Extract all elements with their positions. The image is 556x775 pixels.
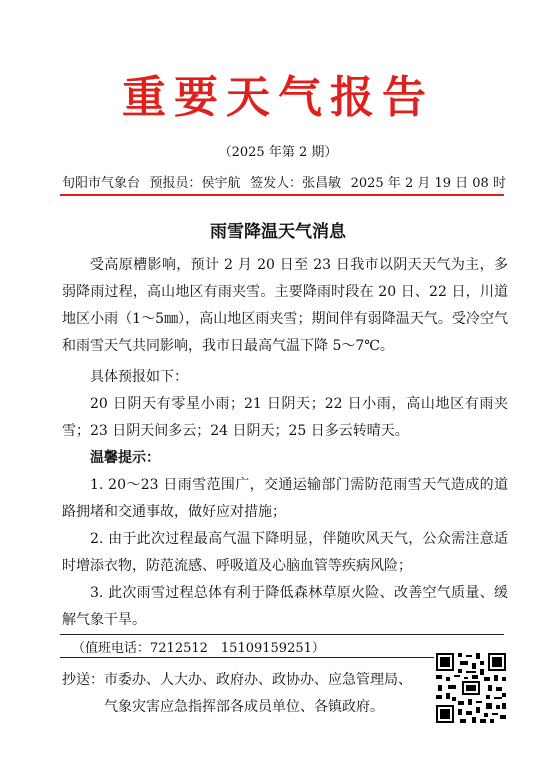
- header-divider: [60, 194, 504, 196]
- forecaster: 预报员：侯宇航: [149, 176, 241, 191]
- intro-paragraph: 受高原槽影响，预计 2 月 20 日至 23 日我市以阴天天气为主，多弱降雨过程，高山地区有雨夹雪。主要降雨时段在 20 日、22 日，川道地区小雨（1～5㎜），高山地区雨夹雪；期间伴有弱降温天气。受冷空气和雨雪天气共同影响，我市日最高气温下降 5～7℃。: [62, 257, 508, 354]
- cc-list: [62, 667, 422, 721]
- cc-line-1: 抄送：市委办、人大办、政府办、政协办、应急管理局、: [62, 672, 412, 688]
- tips-label: 温馨提示：: [90, 450, 160, 466]
- cc-line-2: 气象灾害应急指挥部各成员单位、各镇政府。: [104, 699, 384, 715]
- issue-datetime: 2025 年 2 月 19 日 08 时: [350, 176, 506, 191]
- cc-label: 抄送：: [62, 672, 104, 688]
- duty-hotline: （值班电话：7212512 15109159251）: [72, 641, 325, 656]
- tip-item-1: 1. 20～23 日雨雪范围广，交通运输部门需防范雨雪天气造成的道路拥堵和交通事故，做好应对措施；: [62, 477, 508, 520]
- signer: 签发人：张昌敏: [250, 176, 342, 191]
- tip-item-2: 2. 由于此次过程最高气温下降明显，伴随吹风天气，公众需注意适时增添衣物，防范流感、呼吸道及心脑血管等疾病风险；: [62, 531, 508, 574]
- qr-code-icon: [434, 651, 508, 725]
- footer-divider-top: [60, 634, 504, 635]
- detail-label: 具体预报如下：: [90, 369, 188, 385]
- article-heading: 雨雪降温天气消息: [210, 222, 346, 242]
- agency-name: 旬阳市气象台: [62, 176, 141, 191]
- report-meta: [62, 172, 506, 191]
- issue-number: （2025 年第 2 期）: [218, 145, 338, 160]
- report-title: 重要天气报告: [122, 72, 434, 123]
- detail-paragraph: 20 日阴天有零星小雨；21 日阴天；22 日小雨，高山地区有雨夹雪；23 日阴天间多云；24 日阴天；25 日多云转晴天。: [62, 396, 508, 439]
- tip-item-3: 3. 此次雨雪过程总体有利于降低森林草原火险、改善空气质量、缓解气象干旱。: [62, 585, 508, 628]
